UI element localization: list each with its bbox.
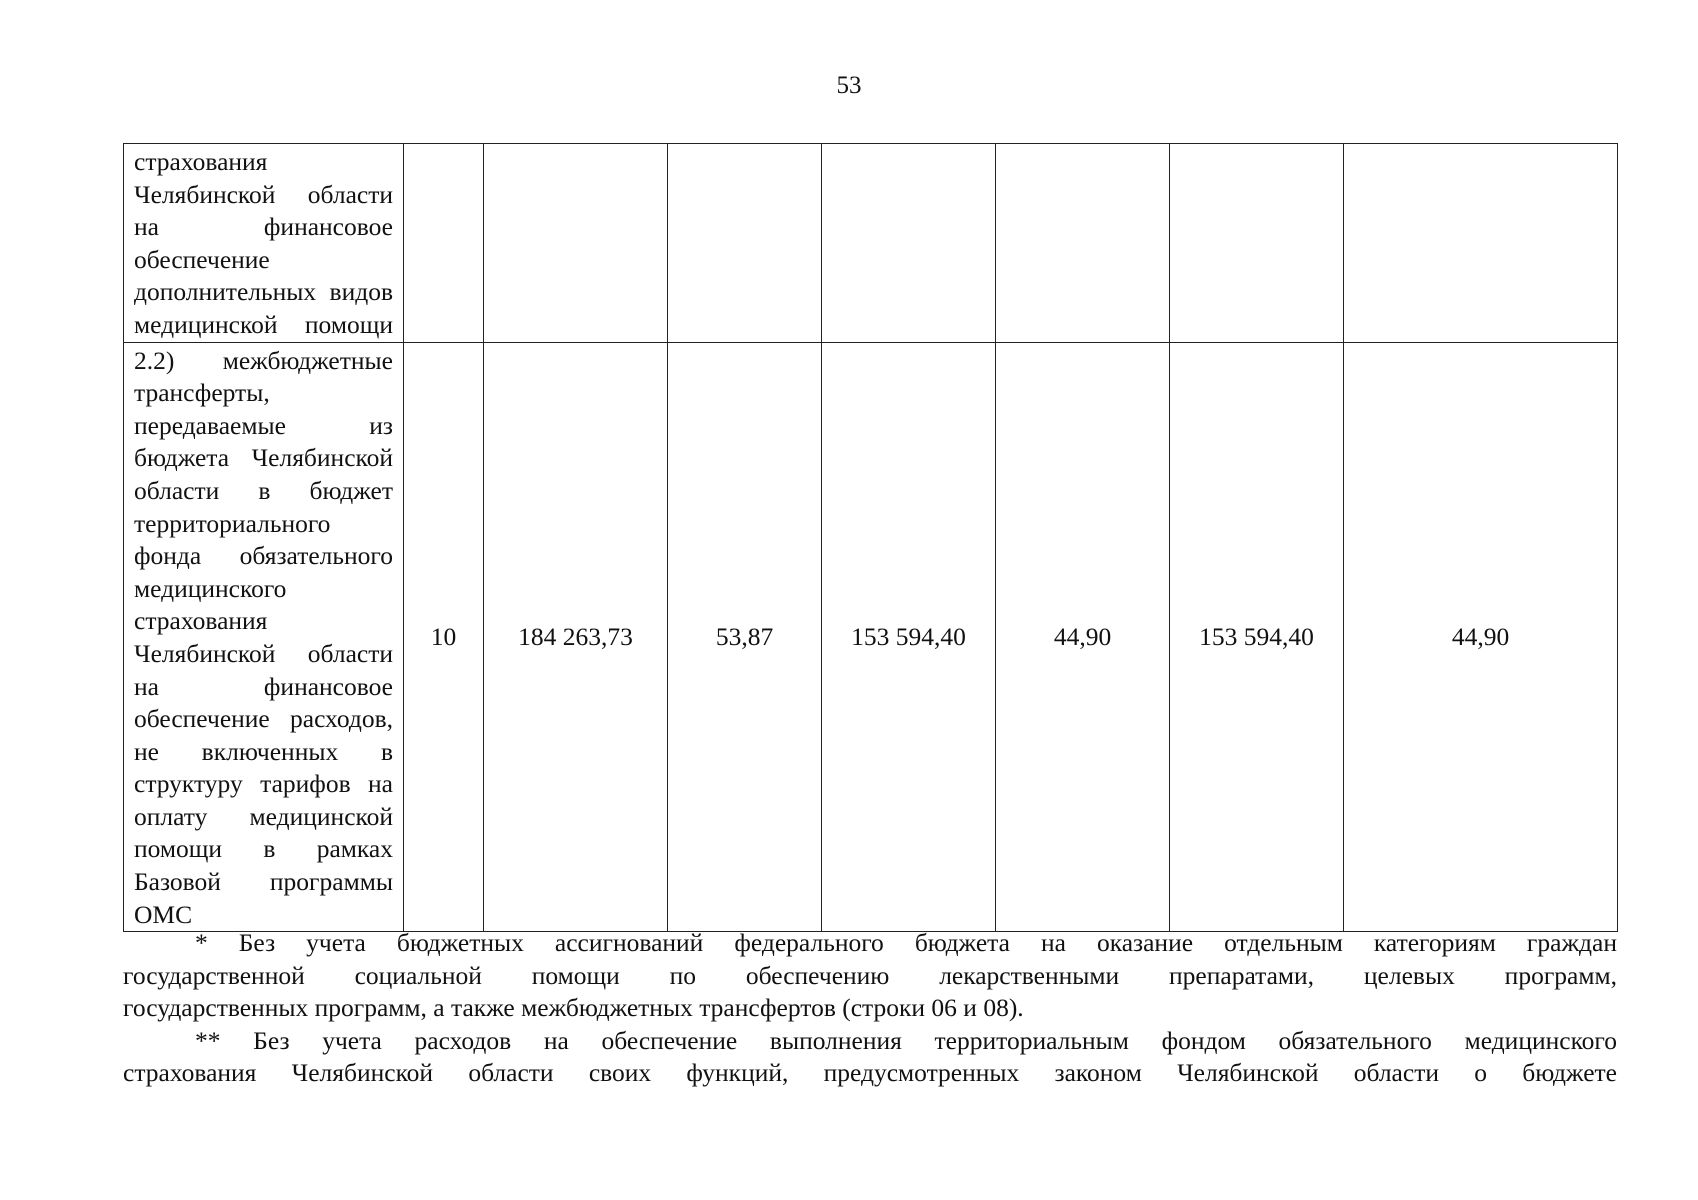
row-label-line: обеспечение расходов, <box>134 704 393 734</box>
footnote-line: государственной социальной помощи по обеспечению лекарственными препаратами, целевых программ, <box>123 960 1617 990</box>
value-cell: 153 594,40 <box>822 342 996 932</box>
row-label-cell <box>124 342 404 932</box>
row-label-line: медицинского <box>134 573 287 603</box>
row-label-line: страхования <box>134 147 268 176</box>
row-label-line: территориального <box>134 508 331 538</box>
value-cell: 184 263,73 <box>484 342 668 932</box>
value-cell <box>668 144 822 343</box>
row-label-line: трансферты, <box>134 378 270 408</box>
page-number: 53 <box>836 72 862 99</box>
value-cell: 10 <box>404 342 484 932</box>
table-row <box>124 144 1618 343</box>
value-cell <box>1344 144 1618 343</box>
value-cell <box>404 144 484 343</box>
row-label-line: Базовой программы <box>134 867 393 897</box>
footnotes <box>123 927 1617 1090</box>
value-cell: 44,90 <box>996 342 1170 932</box>
row-label-line: 2.2) межбюджетные <box>134 345 393 375</box>
footnote <box>123 927 1617 1025</box>
value-cell <box>822 144 996 343</box>
value-cell <box>996 144 1170 343</box>
row-label-cell <box>124 144 404 343</box>
row-label-line: не включенных в <box>134 736 393 766</box>
data-table <box>123 143 1618 932</box>
row-label-line: передаваемые из <box>134 410 393 440</box>
row-label-line: на финансовое <box>134 212 393 242</box>
row-label-line: фонда обязательного <box>134 541 393 571</box>
footnote <box>123 1025 1617 1090</box>
footnote-line: * Без учета бюджетных ассигнований федерального бюджета на оказание отдельным категориям граждан <box>195 928 1617 957</box>
value-cell: 53,87 <box>668 342 822 932</box>
row-label-line: медицинской помощи <box>134 309 393 339</box>
row-label-line: обеспечение <box>134 244 270 274</box>
row-label-line: на финансовое <box>134 671 393 701</box>
row-label-line: Челябинской области <box>134 179 393 209</box>
row-label-line: области в бюджет <box>134 475 393 505</box>
footnote-line: страхования Челябинской области своих функций, предусмотренных законом Челябинской области о бюджете <box>123 1058 1617 1088</box>
row-label-line: страхования <box>134 606 268 636</box>
row-label-line: ОМС <box>134 899 193 929</box>
row-label-line: структуру тарифов на <box>134 769 393 799</box>
row-label-line: Челябинской области <box>134 638 393 668</box>
value-cell <box>484 144 668 343</box>
footnote-line: ** Без учета расходов на обеспечение выполнения территориальным фондом обязательного медицинского <box>195 1025 1617 1055</box>
row-label-line: бюджета Челябинской <box>134 443 393 473</box>
value-cell: 44,90 <box>1344 342 1618 932</box>
row-label-line: помощи в рамках <box>134 834 393 864</box>
row-label-line: оплату медицинской <box>134 801 393 831</box>
row-label-line: дополнительных видов <box>134 277 393 307</box>
value-cell: 153 594,40 <box>1170 342 1344 932</box>
value-cell <box>1170 144 1344 343</box>
footnote-line: государственных программ, а также межбюджетных трансфертов (строки 06 и 08). <box>123 993 1024 1023</box>
table-row <box>124 342 1618 932</box>
